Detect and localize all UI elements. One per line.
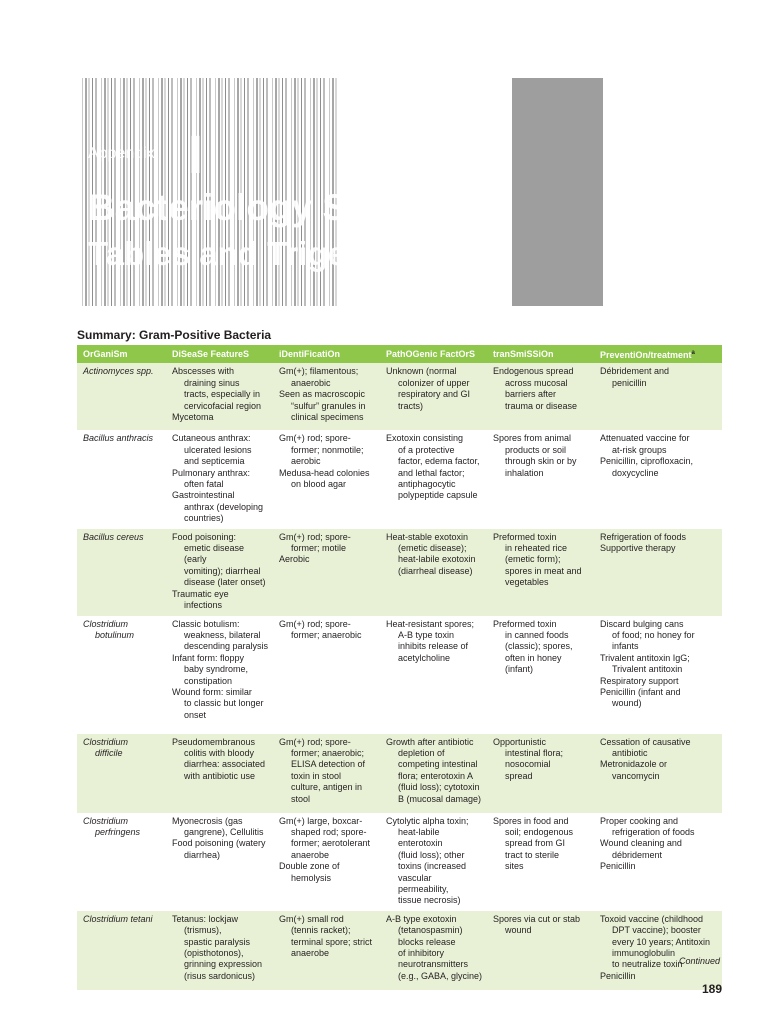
cell-organism — [77, 616, 166, 734]
transmission-text-line: Preformed toxin — [493, 618, 557, 629]
transmission-text-line: Preformed toxin — [493, 531, 557, 542]
pathogenic-text-line: neurotransmitters — [398, 959, 469, 970]
disease-text-line: Gastrointestinal — [172, 490, 235, 501]
identification-text-line: anaerobic — [291, 377, 331, 388]
prevention-text-line: Attenuated vaccine for — [600, 433, 690, 444]
identification-text-line: Gm(+) rod; spore- — [279, 618, 351, 629]
pathogenic-text-line: heat-labile exotoxin — [398, 554, 476, 565]
appendix-letter: I — [188, 125, 204, 185]
pathogenic-text-line: acetylcholine — [398, 652, 451, 663]
prevention-text-line: Penicillin (infant and — [600, 686, 681, 697]
cell-pathogenic — [380, 363, 487, 430]
pathogenic-text-line: antiphagocytic — [398, 479, 456, 490]
chapter-title-line1: Bacteriology Su — [88, 187, 370, 228]
identification-text-line: toxin in stool — [291, 770, 342, 781]
cell-pathogenic — [380, 616, 487, 734]
prevention-text-line: débridement — [612, 849, 663, 860]
identification-text-line: former; anaerobic — [291, 629, 362, 640]
identification-text-line: former; motile — [291, 543, 347, 554]
appendix-label: Appendix — [88, 145, 155, 162]
cell-pathogenic — [380, 734, 487, 813]
table-row — [77, 616, 722, 734]
transmission-text-line: vegetables — [505, 577, 549, 588]
disease-text-line: spastic paralysis — [184, 936, 251, 947]
prevention-text-line: Supportive therapy — [600, 543, 676, 554]
disease-text-line: draining sinus — [184, 377, 240, 388]
identification-text-line: ELISA detection of — [291, 759, 366, 770]
prevention-text-line: infants — [612, 641, 639, 652]
table-row — [77, 813, 722, 911]
pathogenic-text-line: Exotoxin consisting — [386, 433, 464, 444]
col-header-disease: DiSeaSe FeatureS — [166, 345, 273, 363]
table-title: Summary: Gram-Positive Bacteria — [77, 328, 272, 342]
cell-disease — [166, 911, 273, 990]
cell-pathogenic — [380, 430, 487, 528]
pathogenic-text-line: toxins (increased — [398, 861, 467, 872]
organism-name-line: Clostridium tetani — [83, 913, 153, 924]
identification-text-line: Aerobic — [279, 554, 310, 565]
cell-transmission — [487, 911, 594, 990]
transmission-text-line: Spores from animal — [493, 433, 572, 444]
pathogenic-text-line: inhibits release of — [398, 641, 469, 652]
transmission-text-line: Spores in food and — [493, 815, 569, 826]
transmission-text-line: wound — [505, 925, 532, 936]
cell-prevention — [594, 430, 722, 528]
cell-organism — [77, 734, 166, 813]
identification-text-line: Gm(+) large, boxcar- — [279, 815, 363, 826]
transmission-text-line: soil; endogenous — [505, 826, 574, 837]
transmission-text-line: spores in meat and — [505, 565, 582, 576]
disease-text-line: (risus sardonicus) — [184, 970, 256, 981]
transmission-text-line: across mucosal — [505, 377, 568, 388]
cell-organism — [77, 813, 166, 911]
pathogenic-text-line: A-B type exotoxin — [386, 913, 457, 924]
prevention-text-line: Respiratory support — [600, 675, 679, 686]
transmission-text-line: in reheated rice — [505, 543, 568, 554]
disease-text-line: descending paralysis — [184, 641, 269, 652]
disease-text-line: with antibiotic use — [184, 770, 256, 781]
identification-text-line: (tennis racket); — [291, 925, 351, 936]
identification-text-line: former; nonmotile; — [291, 444, 364, 455]
cell-disease — [166, 616, 273, 734]
identification-text-line: “sulfur” granules in — [291, 400, 366, 411]
header-gray-block — [512, 78, 603, 306]
disease-text-line: emetic disease (early — [184, 543, 245, 565]
cell-disease — [166, 430, 273, 528]
identification-text-line: Medusa-head colonies — [279, 467, 370, 478]
disease-text-line: (trismus), — [184, 925, 222, 936]
disease-text-line: weakness, bilateral — [184, 629, 261, 640]
transmission-text-line: Endogenous spread — [493, 366, 574, 377]
identification-text-line: former; aerotolerant — [291, 838, 371, 849]
transmission-text-line: tract to sterile — [505, 849, 560, 860]
pathogenic-text-line: Cytolytic alpha toxin; — [386, 815, 469, 826]
transmission-text-line: inhalation — [505, 467, 544, 478]
prevention-text-line: at-risk groups — [612, 444, 667, 455]
pathogenic-text-line: A-B type toxin — [398, 629, 455, 640]
identification-text-line: Gm(+); filamentous; — [279, 366, 359, 377]
identification-text-line: aerobic — [291, 456, 321, 467]
disease-text-line: baby syndrome, — [184, 664, 249, 675]
cell-prevention — [594, 813, 722, 911]
pathogenic-text-line: competing intestinal — [398, 759, 478, 770]
prevention-text-line: wound) — [612, 698, 642, 709]
pathogenic-text-line: flora; enterotoxin A — [398, 770, 474, 781]
disease-text-line: Wound form: similar — [172, 686, 252, 697]
pathogenic-text-line: blocks release — [398, 936, 456, 947]
prevention-text-line: refrigeration of foods — [612, 826, 695, 837]
cell-prevention — [594, 911, 722, 990]
cell-transmission — [487, 616, 594, 734]
table-row — [77, 430, 722, 528]
transmission-text-line: through skin or by — [505, 456, 577, 467]
table-row — [77, 911, 722, 990]
cell-transmission — [487, 529, 594, 616]
col-header-organism: OrGaniSm — [77, 345, 166, 363]
pathogenic-text-line: colonizer of upper — [398, 377, 470, 388]
cell-disease — [166, 529, 273, 616]
disease-text-line: Food poisoning: — [172, 531, 237, 542]
pathogenic-text-line: and lethal factor; — [398, 467, 465, 478]
disease-text-line: infections — [184, 600, 223, 611]
prevention-text-line: Metronidazole or — [600, 759, 668, 770]
cell-pathogenic — [380, 911, 487, 990]
disease-text-line: Myonecrosis (gas — [172, 815, 243, 826]
disease-text-line: diarrhea) — [184, 849, 221, 860]
organism-name-line: Bacillus anthracis — [83, 433, 154, 444]
table-row — [77, 363, 722, 430]
disease-text-line: Tetanus: lockjaw — [172, 913, 239, 924]
pathogenic-text-line: tracts) — [398, 400, 424, 411]
organism-name-line: Clostridium — [83, 736, 129, 747]
pathogenic-text-line: of a protective — [398, 444, 455, 455]
transmission-text-line: often in honey — [505, 652, 562, 663]
pathogenic-text-line: depletion of — [398, 747, 445, 758]
disease-text-line: Pseudomembranous — [172, 736, 256, 747]
identification-text-line: hemolysis — [291, 872, 332, 883]
cell-pathogenic — [380, 529, 487, 616]
prevention-text-line: Refrigeration of foods — [600, 531, 687, 542]
cell-disease — [166, 363, 273, 430]
pathogenic-text-line: (e.g., GABA, glycine) — [398, 970, 483, 981]
transmission-text-line: products or soil — [505, 444, 567, 455]
prevention-text-line: Toxoid vaccine (childhood — [600, 913, 704, 924]
cell-transmission — [487, 813, 594, 911]
prevention-text-line: antibiotic — [612, 747, 648, 758]
organism-name-line: Clostridium — [83, 815, 129, 826]
cell-transmission — [487, 430, 594, 528]
transmission-text-line: Spores via cut or stab — [493, 913, 581, 924]
disease-text-line: countries) — [184, 513, 224, 524]
prevention-text-line: Penicillin — [600, 970, 636, 981]
cell-organism — [77, 363, 166, 430]
disease-text-line: cervicofacial region — [184, 400, 262, 411]
pathogenic-text-line: respiratory and GI — [398, 389, 471, 400]
page-number: 189 — [701, 982, 722, 996]
col-header-pathogenic: PathOGenic FactOrS — [380, 345, 487, 363]
prevention-text-line: Discard bulging cans — [600, 618, 684, 629]
prevention-text-line: DPT vaccine); booster — [612, 925, 701, 936]
identification-text-line: Seen as macroscopic — [279, 389, 366, 400]
pathogenic-text-line: tissue necrosis) — [398, 895, 461, 906]
pathogenic-text-line: (emetic disease); — [398, 543, 467, 554]
prevention-text-line: Proper cooking and — [600, 815, 679, 826]
identification-text-line: Gm(+) rod; spore- — [279, 736, 351, 747]
identification-text-line: former; anaerobic; — [291, 747, 365, 758]
prevention-text-line: Penicillin — [600, 861, 636, 872]
disease-text-line: Cutaneous anthrax: — [172, 433, 251, 444]
disease-text-line: tracts, especially in — [184, 389, 261, 400]
pathogenic-text-line: polypeptide capsule — [398, 490, 478, 501]
disease-text-line: and septicemia — [184, 456, 245, 467]
identification-text-line: stool — [291, 793, 311, 804]
prevention-text-line: vancomycin — [612, 770, 660, 781]
identification-text-line: Gm(+) rod; spore- — [279, 433, 351, 444]
transmission-text-line: trauma or disease — [505, 400, 578, 411]
prevention-text-line: Penicillin, ciprofloxacin, — [600, 456, 694, 467]
organism-name-line: perfringens — [95, 826, 141, 837]
cell-identification — [273, 813, 380, 911]
col-header-transmission: tranSmiSSiOn — [487, 345, 594, 363]
table-row — [77, 529, 722, 616]
transmission-text-line: in canned foods — [505, 629, 569, 640]
prevention-text-line: penicillin — [612, 377, 647, 388]
identification-text-line: Gm(+) small rod — [279, 913, 344, 924]
prevention-text-line: every 10 years; Antitoxin — [612, 936, 711, 947]
cell-organism — [77, 911, 166, 990]
cell-identification — [273, 529, 380, 616]
pathogenic-text-line: of inhibitory — [398, 947, 445, 958]
pathogenic-text-line: (fluid loss); cytotoxin — [398, 782, 480, 793]
col-header-identification: iDentiFicatiOn — [273, 345, 380, 363]
prevention-text-line: Cessation of causative — [600, 736, 691, 747]
prevention-text-line: Wound cleaning and — [600, 838, 682, 849]
pathogenic-text-line: Unknown (normal — [386, 366, 457, 377]
pathogenic-text-line: Heat-stable exotoxin — [386, 531, 469, 542]
table-header-row — [77, 345, 722, 363]
prevention-text-line: of food; no honey for — [612, 629, 695, 640]
transmission-text-line: spread — [505, 770, 533, 781]
cell-identification — [273, 430, 380, 528]
continued-label: Continued — [678, 956, 720, 966]
table-row — [77, 734, 722, 813]
transmission-text-line: (infant) — [505, 664, 534, 675]
prevention-text-line: immunoglobulin — [612, 947, 676, 958]
prevention-text-line: Trivalent antitoxin IgG; — [600, 652, 690, 663]
identification-text-line: Gm(+) rod; spore- — [279, 531, 351, 542]
pathogenic-text-line: Heat-resistant spores; — [386, 618, 475, 629]
disease-text-line: (opisthotonos), — [184, 947, 244, 958]
pathogenic-text-line: heat-labile enterotoxin — [398, 826, 443, 849]
disease-text-line: gangrene), Cellulitis — [184, 826, 264, 837]
col-header-prevention — [594, 345, 722, 363]
cell-prevention — [594, 363, 722, 430]
cell-prevention — [594, 616, 722, 734]
pathogenic-text-line: Growth after antibiotic — [386, 736, 474, 747]
pathogenic-text-line: vascular permeability, — [398, 872, 449, 894]
prevention-text-line: doxycycline — [612, 467, 659, 478]
transmission-text-line: (emetic form); — [505, 554, 561, 565]
identification-text-line: on blood agar — [291, 479, 347, 490]
identification-text-line: Double zone of — [279, 861, 340, 872]
pathogenic-text-line: (tetanospasmin) — [398, 925, 463, 936]
cell-transmission — [487, 363, 594, 430]
disease-text-line: to classic but longer — [184, 698, 264, 709]
identification-text-line: terminal spore; strict — [291, 936, 373, 947]
disease-text-line: Pulmonary anthrax: — [172, 467, 251, 478]
organism-name-line: Actinomyces spp. — [83, 366, 154, 377]
cell-disease — [166, 734, 273, 813]
cell-disease — [166, 813, 273, 911]
disease-text-line: onset — [184, 709, 207, 720]
col-header-prevention-label: PreventiOn/treatment — [600, 350, 692, 360]
organism-name-line: botulinum — [95, 629, 135, 640]
disease-text-line: diarrhea: associated — [184, 759, 266, 770]
pathogenic-text-line: factor, edema factor, — [398, 456, 480, 467]
transmission-text-line: spread from GI — [505, 838, 566, 849]
disease-text-line: vomiting); diarrheal — [184, 565, 261, 576]
transmission-text-line: nosocomial — [505, 759, 551, 770]
cell-prevention — [594, 529, 722, 616]
prevention-text-line: to neutralize toxin — [612, 959, 683, 970]
transmission-text-line: barriers after — [505, 389, 557, 400]
disease-text-line: Infant form: floppy — [172, 652, 245, 663]
disease-text-line: grinning expression — [184, 959, 263, 970]
organism-name-line: difficile — [95, 747, 123, 758]
disease-text-line: colitis with bloody — [184, 747, 255, 758]
disease-text-line: ulcerated lesions — [184, 444, 252, 455]
prevention-text-line: Trivalent antitoxin — [612, 664, 683, 675]
organism-name-line: Clostridium — [83, 618, 129, 629]
disease-text-line: disease (later onset) — [184, 577, 266, 588]
identification-text-line: culture, antigen in — [291, 782, 363, 793]
footnote-mark: a — [691, 350, 695, 356]
disease-text-line: Mycetoma — [172, 412, 214, 423]
transmission-text-line: (classic); spores, — [505, 641, 573, 652]
cell-transmission — [487, 734, 594, 813]
pathogenic-text-line: (fluid loss); other — [398, 849, 465, 860]
identification-text-line: clinical specimens — [291, 412, 364, 423]
transmission-text-line: intestinal flora; — [505, 747, 564, 758]
transmission-text-line: sites — [505, 861, 524, 872]
gram-positive-table — [77, 345, 722, 990]
disease-text-line: Abscesses with — [172, 366, 235, 377]
disease-text-line: Classic botulism: — [172, 618, 240, 629]
cell-identification — [273, 734, 380, 813]
identification-text-line: shaped rod; spore- — [291, 826, 367, 837]
identification-text-line: anaerobe — [291, 947, 330, 958]
pathogenic-text-line: (diarrheal disease) — [398, 565, 473, 576]
cell-identification — [273, 616, 380, 734]
cell-pathogenic — [380, 813, 487, 911]
transmission-text-line: Opportunistic — [493, 736, 547, 747]
cell-identification — [273, 911, 380, 990]
cell-identification — [273, 363, 380, 430]
chapter-title-line2: Tables and Trige — [88, 235, 346, 272]
cell-organism — [77, 430, 166, 528]
disease-text-line: Traumatic eye — [172, 588, 229, 599]
cell-prevention — [594, 734, 722, 813]
identification-text-line: anaerobe — [291, 849, 330, 860]
disease-text-line: constipation — [184, 675, 233, 686]
cell-organism — [77, 529, 166, 616]
disease-text-line: often fatal — [184, 479, 224, 490]
organism-name-line: Bacillus cereus — [83, 531, 144, 542]
prevention-text-line: Débridement and — [600, 366, 670, 377]
disease-text-line: anthrax (developing — [184, 501, 264, 512]
pathogenic-text-line: B (mucosal damage) — [398, 793, 482, 804]
disease-text-line: Food poisoning (watery — [172, 838, 266, 849]
